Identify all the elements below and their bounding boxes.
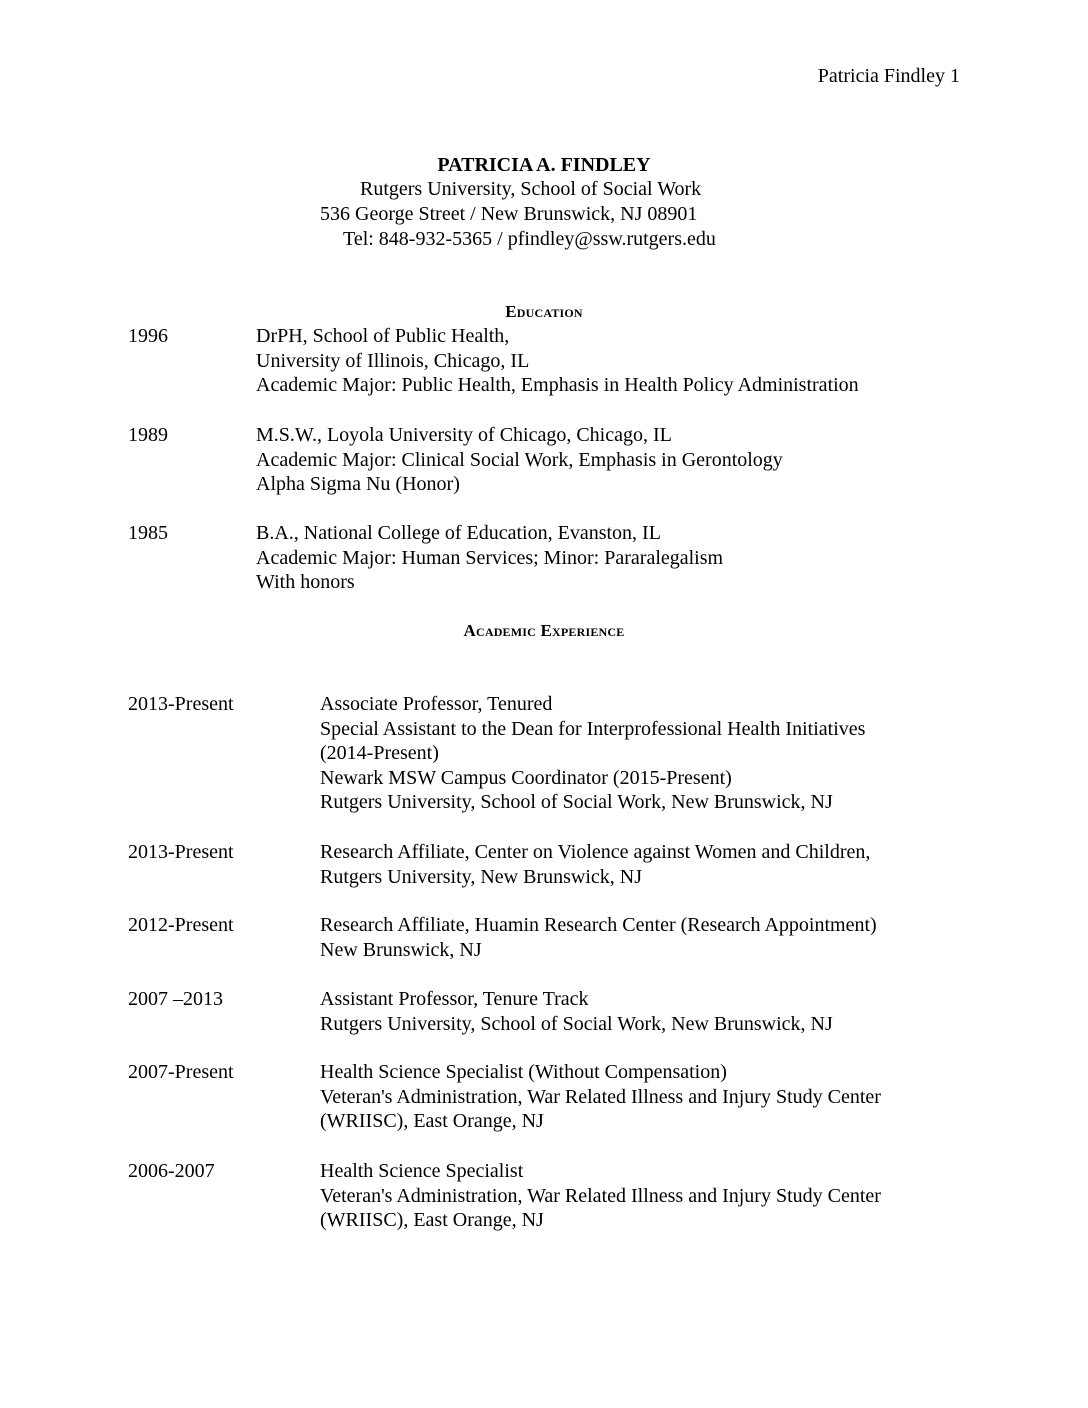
education-line: With honors bbox=[256, 571, 355, 593]
education-year: 1989 bbox=[128, 424, 168, 446]
education-line: Academic Major: Clinical Social Work, Emphasis in Gerontology bbox=[256, 448, 783, 471]
affiliation-line: Rutgers University, School of Social Work bbox=[360, 178, 702, 200]
experience-line: Assistant Professor, Tenure Track bbox=[320, 988, 589, 1010]
running-page-header: Patricia Findley 1 bbox=[817, 65, 960, 87]
experience-line: New Brunswick, NJ bbox=[320, 938, 482, 961]
education-line: M.S.W., Loyola University of Chicago, Chicago, IL bbox=[256, 424, 672, 446]
experience-line: Research Affiliate, Center on Violence against Women and Children, bbox=[320, 841, 871, 863]
cv-name: PATRICIA A. FINDLEY bbox=[437, 154, 651, 176]
experience-line: Associate Professor, Tenured bbox=[320, 693, 553, 715]
experience-years: 2007-Present bbox=[128, 1061, 234, 1083]
experience-years: 2013-Present bbox=[128, 841, 234, 863]
experience-line: Rutgers University, New Brunswick, NJ bbox=[320, 865, 643, 888]
experience-line: Special Assistant to the Dean for Interprofessional Health Initiatives bbox=[320, 717, 866, 740]
education-year: 1985 bbox=[128, 522, 168, 544]
experience-line: Health Science Specialist bbox=[320, 1160, 524, 1182]
experience-years: 2013-Present bbox=[128, 693, 234, 715]
contact-line: Tel: 848-932-5365 / pfindley@ssw.rutgers.edu bbox=[343, 228, 716, 250]
experience-line: (2014-Present) bbox=[320, 742, 439, 764]
experience-line: (WRIISC), East Orange, NJ bbox=[320, 1209, 544, 1231]
experience-line: Veteran's Administration, War Related Illness and Injury Study Center bbox=[320, 1085, 881, 1108]
experience-line: Rutgers University, School of Social Work, New Brunswick, NJ bbox=[320, 791, 833, 813]
education-line: Alpha Sigma Nu (Honor) bbox=[256, 473, 460, 495]
education-heading: Education bbox=[505, 302, 583, 321]
experience-line: Rutgers University, School of Social Work, New Brunswick, NJ bbox=[320, 1012, 833, 1035]
address-line: 536 George Street / New Brunswick, NJ 08901 bbox=[320, 203, 698, 225]
experience-years: 2006-2007 bbox=[128, 1160, 215, 1182]
education-line: B.A., National College of Education, Evanston, IL bbox=[256, 522, 661, 544]
education-year: 1996 bbox=[128, 325, 168, 347]
experience-line: (WRIISC), East Orange, NJ bbox=[320, 1110, 544, 1132]
experience-line: Veteran's Administration, War Related Illness and Injury Study Center bbox=[320, 1184, 881, 1207]
education-line: University of Illinois, Chicago, IL bbox=[256, 349, 530, 372]
experience-line: Newark MSW Campus Coordinator (2015-Present) bbox=[320, 766, 732, 789]
experience-line: Health Science Specialist (Without Compensation) bbox=[320, 1061, 727, 1083]
education-line: DrPH, School of Public Health, bbox=[256, 325, 510, 347]
experience-line: Research Affiliate, Huamin Research Center (Research Appointment) bbox=[320, 914, 877, 936]
experience-heading: Academic Experience bbox=[463, 621, 625, 640]
experience-years: 2012-Present bbox=[128, 914, 234, 936]
experience-years: 2007 –2013 bbox=[128, 988, 223, 1010]
education-line: Academic Major: Public Health, Emphasis in Health Policy Administration bbox=[256, 374, 859, 396]
education-line: Academic Major: Human Services; Minor: Pararalegalism bbox=[256, 546, 724, 569]
